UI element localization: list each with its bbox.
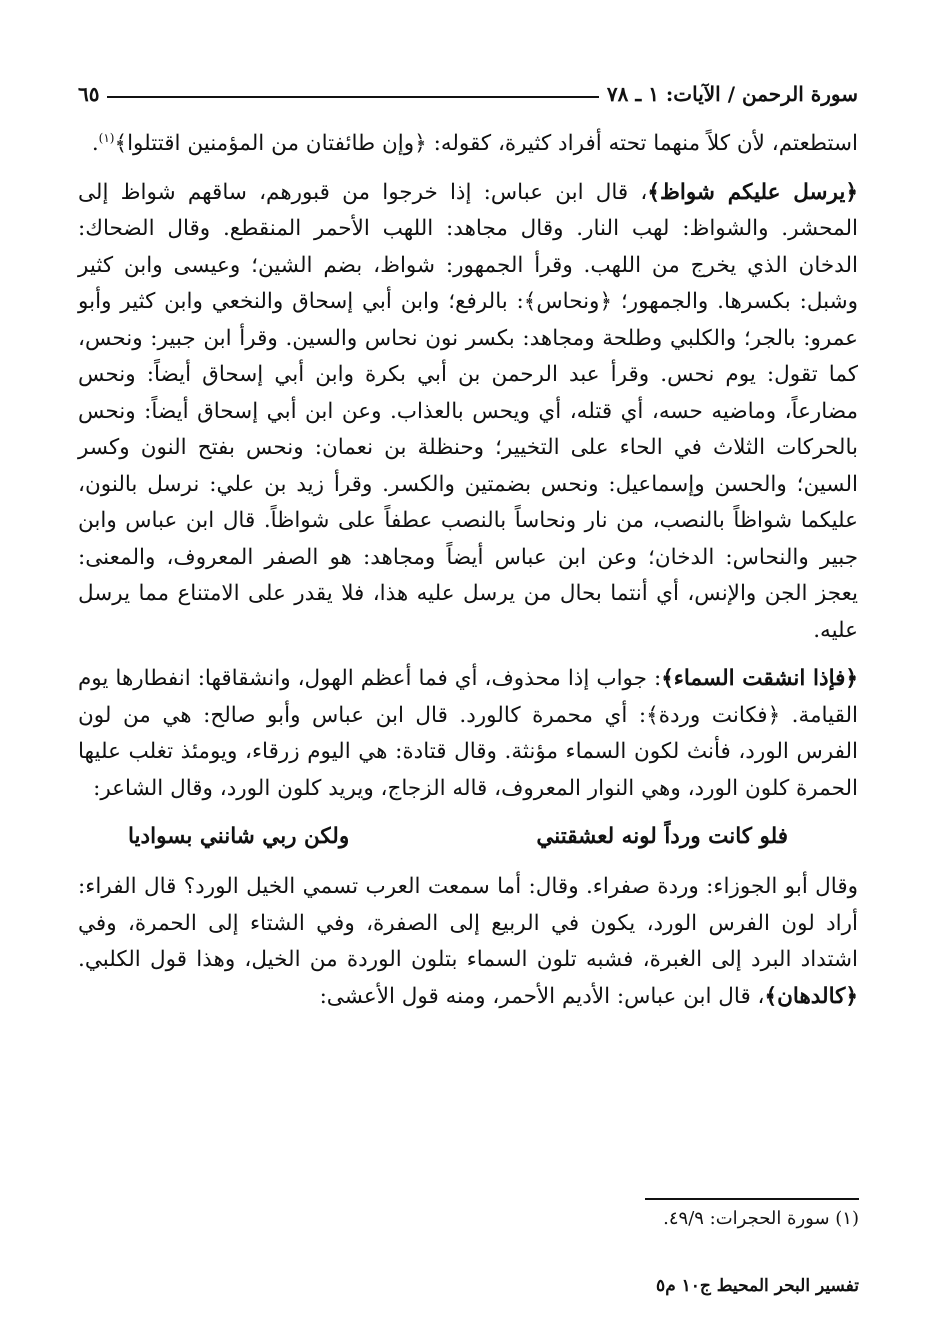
paragraph-tail: .: [91, 131, 99, 157]
paragraph-text: استطعتم، لأن كلاً منهما تحته أفراد كثيرة، كقوله: ﴿وإن طائفتان من المؤمنين اقتتلوا﴾: [114, 131, 858, 157]
poetry-verse: [78, 819, 858, 855]
page-number: ٦٥: [78, 82, 100, 106]
footnote: (١) سورة الحجرات: ٤٩/٩.: [663, 1208, 859, 1229]
page-signature: تفسير البحر المحيط ج١٠ م٥: [656, 1276, 859, 1296]
paragraph-text: : جواب إذا محذوف، أي فما أعظم الهول، وانشقاقها: انفطارها يوم القيامة. ﴿فكانت وردة﴾: أي محمرة كالورد. قال ابن عباس وأبو صالح: هي من لون الفرس الورد، فأنث لكون السماء مؤنثة. وقال قتادة: هي اليوم زرقاء، ويومئذ تغلب عليها الحمرة كلون الورد، وهي النوار المعروف، قاله الزجاج، ويريد كلون الورد، وقال الشاعر:: [78, 666, 858, 801]
paragraph-1: [78, 120, 858, 163]
paragraph-4: [78, 869, 858, 1015]
page: [78, 70, 858, 1027]
header-rule: [107, 96, 598, 98]
header-title: سورة الرحمن / الآيات: ١ ـ ٧٨: [606, 82, 858, 106]
verse-hemistich-2: ولكن ربي شانني بسواديا: [128, 824, 350, 850]
verse-quote: ﴿كالدهان﴾: [764, 983, 858, 1009]
paragraph-text: وقال أبو الجوزاء: وردة صفراء. وقال: أما سمعت العرب تسمي الخيل الورد؟ قال الفراء: أراد لون الفرس الورد، يكون في الربيع إلى الصفرة، وفي الشتاء إلى الحمرة، وفي اشتداد البرد إلى الغبرة، فشبه تلون السماء بتلون الوردة من الخيل، وهذا قول الكلبي.: [78, 874, 858, 973]
paragraph-3: [78, 661, 858, 807]
footnote-ref: (١): [98, 131, 115, 145]
running-header: [78, 70, 858, 106]
verse-quote: ﴿يرسل عليكم شواظ﴾: [647, 179, 859, 205]
verse-hemistich-1: فلو كانت ورداً لونه لعشقتني: [536, 824, 788, 850]
paragraph-text: ، قال ابن عباس: الأديم الأحمر، ومنه قول الأعشى:: [319, 983, 765, 1009]
paragraph-2: [78, 175, 858, 650]
body-text: [78, 120, 858, 1015]
footnote-rule: [645, 1198, 859, 1200]
paragraph-text: ، قال ابن عباس: إذا خرجوا من قبورهم، ساقهم شواظ إلى المحشر. والشواظ: لهب النار. وقال مجاهد: اللهب الأحمر المنقطع. وقال الضحاك: الدخان الذي يخرج من اللهب. وقرأ الجمهور: شواظ، بضم الشين؛ وعيسى وابن كثير وشبل: بكسرها. والجمهور؛ ﴿ونحاس﴾: بالرفع؛ وابن أبي إسحاق والنخعي وابن كثير وأبو عمرو: بالجر؛ والكلبي وطلحة ومجاهد: بكسر نون نحاس والسين. وقرأ ابن جبير: ونحس، كما تقول: يوم نحس. وقرأ عبد الرحمن بن أبي بكرة وابن أبي إسحاق أيضاً: ونحس مضارعاً، وماضيه حسه، أي قتله، أي ويحس بالعذاب. وعن ابن أبي إسحاق أيضاً: ونحس بالحركات الثلاث في الحاء على التخيير؛ وحنظلة بن نعمان: ونحس بفتح النون وكسر السين؛ والحسن وإسماعيل: ونحس بضمتين والكسر. وقرأ زيد بن علي: نرسل بالنون، عليكما شواظاً بالنصب، من نار ونحاساً بالنصب عطفاً على شواظاً. قال ابن عباس وابن جبير والنحاس: الدخان؛ وعن ابن عباس أيضاً ومجاهد: هو الصفر المعروف، والمعنى: يعجز الجن والإنس، أي أنتما بحال من يرسل عليه هذا، فلا يقدر على الامتناع مما يرسل عليه.: [78, 179, 858, 643]
verse-quote: ﴿فإذا انشقت السماء﴾: [661, 666, 858, 692]
